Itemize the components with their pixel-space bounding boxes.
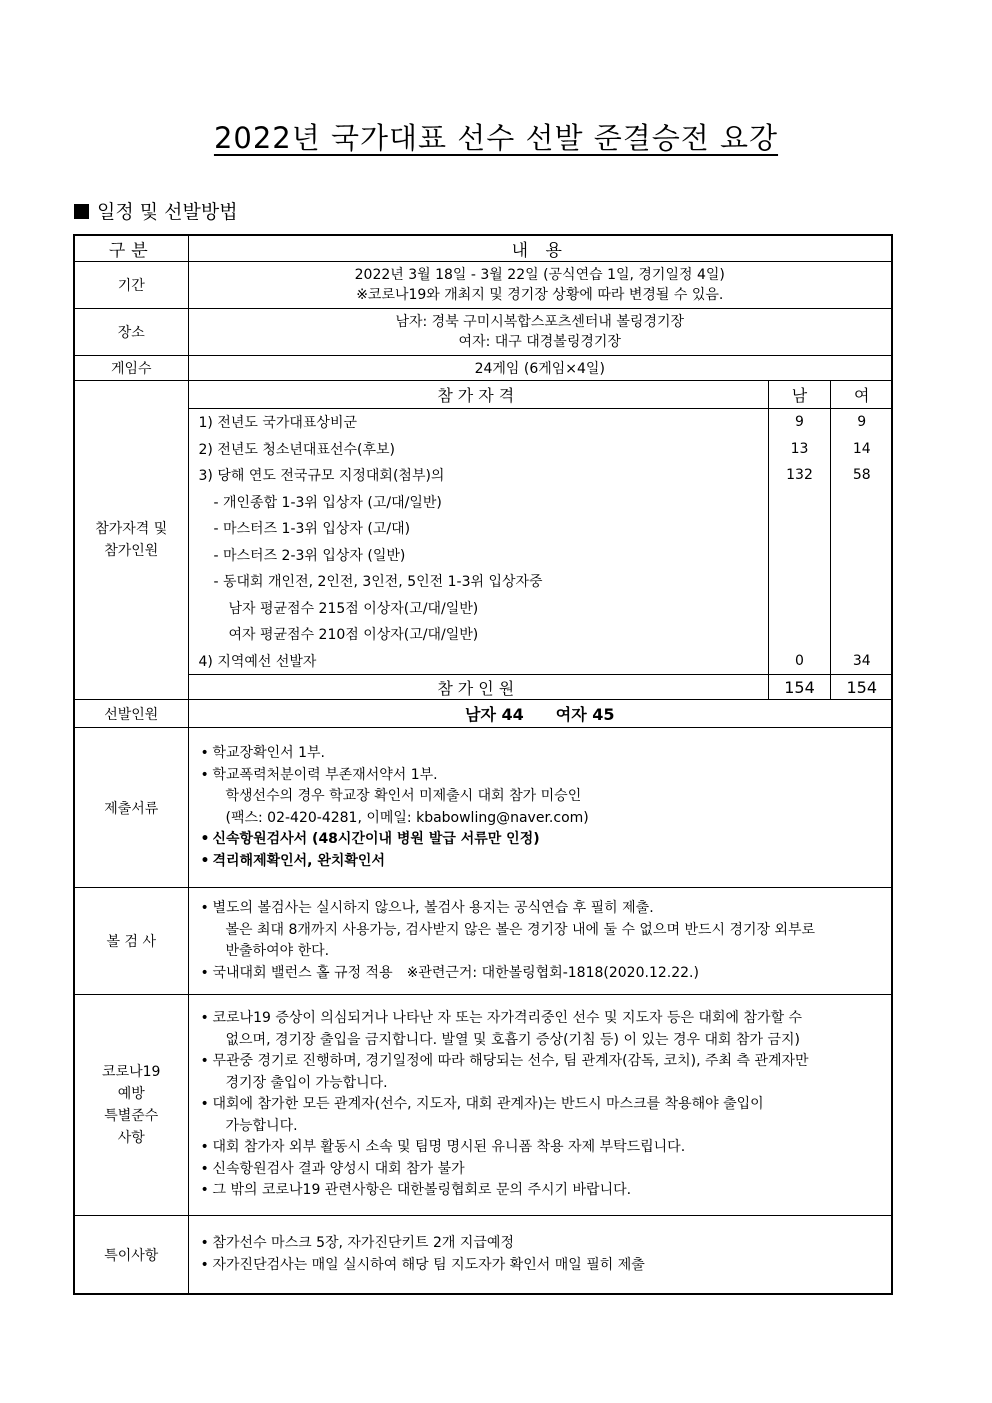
- list-item: • 신속항원검사서 (48시간이내 병원 발급 서류만 인정): [201, 829, 892, 851]
- eligibility-row: [74, 381, 892, 700]
- eligibility-content: [188, 381, 892, 700]
- list-item: • 참가선수 마스크 5장, 자가진단키트 2개 지급예정: [201, 1233, 892, 1255]
- notes-list: [189, 1233, 892, 1276]
- eligibility-total-row: [189, 675, 893, 700]
- table-row: 남자 평균점수 215점 이상자(고/대/일반): [189, 595, 893, 622]
- covid-row: [74, 995, 892, 1216]
- ball-check-label: 볼 검 사: [74, 888, 188, 995]
- schedule-table: [73, 234, 893, 1295]
- eligibility-label: 참가자격 및 참가인원: [74, 381, 188, 700]
- table-row: 2) 전년도 청소년대표선수(후보) 13 14: [189, 436, 893, 463]
- games-value: 24게임 (6게임×4일): [188, 356, 892, 381]
- black-square-icon: [74, 204, 89, 219]
- documents-row: [74, 728, 892, 888]
- list-item: (팩스: 02-420-4281, 이메일: kbabowling@naver.com): [225, 809, 589, 826]
- notes-content: [188, 1216, 892, 1295]
- venue-content: [188, 309, 892, 356]
- list-item: • 격리해제확인서, 완치확인서: [201, 851, 892, 873]
- selection-label: 선발인원: [74, 700, 188, 728]
- covid-label: 코로나19 예방 특별준수 사항: [74, 995, 188, 1216]
- venue-row: [74, 309, 892, 356]
- list-item: • 무관중 경기로 진행하며, 경기일정에 따라 해당되는 선수, 팀 관계자(감독, 코치), 주최 측 관계자만: [201, 1051, 892, 1073]
- list-item: • 대회에 참가한 모든 관계자(선수, 지도자, 대회 관계자)는 반드시 마스크를 착용해야 출입이: [201, 1094, 892, 1116]
- header-category: 구분: [74, 235, 188, 262]
- list-item: • 별도의 볼검사는 실시하지 않으나, 볼검사 용지는 공식연습 후 필히 제출.: [201, 898, 892, 920]
- table-row: 4) 지역예선 선발자 0 34: [189, 648, 893, 675]
- notes-label: 특이사항: [74, 1216, 188, 1295]
- total-label: 참가인원: [189, 675, 769, 700]
- list-item: • 국내대회 밸런스 홀 규정 적용 ※관련근거: 대한볼링협회-1818(2020.12.22.): [201, 963, 892, 985]
- venue-female: 여자: 대구 대경볼링경기장: [458, 334, 621, 350]
- list-item: • 신속항원검사 결과 양성시 대회 참가 불가: [201, 1159, 892, 1181]
- documents-list: [189, 743, 892, 872]
- list-item: 없으며, 경기장 출입을 금지합니다. 발열 및 호흡기 증상(기침 등) 이 있는 경우 대회 참가 금지): [225, 1031, 800, 1048]
- eligibility-header: [189, 381, 893, 409]
- table-row: - 개인종합 1-3위 입상자 (고/대/일반): [189, 489, 893, 516]
- period-row: [74, 262, 892, 309]
- period-content: [188, 262, 892, 309]
- list-item: • 학교폭력처분이력 부존재서약서 1부.: [201, 765, 892, 787]
- period-dates: 2022년 3월 18일 - 3월 22일 (공식연습 1일, 경기일정 4일): [354, 267, 725, 283]
- page-title: 2022년 국가대표 선수 선발 준결승전 요강: [213, 121, 779, 155]
- female-header: 여: [831, 381, 893, 409]
- ball-check-row: [74, 888, 892, 995]
- ball-check-content: [188, 888, 892, 995]
- venue-label: 장소: [74, 309, 188, 356]
- period-note: ※코로나19와 개최지 및 경기장 상황에 따라 변경될 수 있음.: [356, 287, 724, 303]
- total-female: 154: [831, 675, 893, 700]
- total-male: 154: [769, 675, 831, 700]
- selection-row: [74, 700, 892, 728]
- list-item: • 자가진단검사는 매일 실시하여 해당 팀 지도자가 확인서 매일 필히 제출: [201, 1255, 892, 1277]
- ball-check-list: [189, 898, 892, 984]
- table-row: 1) 전년도 국가대표상비군 9 9: [189, 409, 893, 436]
- male-header: 남: [769, 381, 831, 409]
- period-label: 기간: [74, 262, 188, 309]
- list-item: • 코로나19 증상이 의심되거나 나타난 자 또는 자가격리중인 선수 및 지도자 등은 대회에 참가할 수: [201, 1008, 892, 1030]
- eligibility-title: 참가자격: [189, 381, 769, 409]
- notes-row: [74, 1216, 892, 1295]
- games-row: [74, 356, 892, 381]
- documents-content: [188, 728, 892, 888]
- list-item: 반출하여야 한다.: [225, 943, 330, 959]
- list-item: • 학교장확인서 1부.: [201, 743, 892, 765]
- covid-list: [189, 1008, 892, 1202]
- header-content: 내 용: [188, 235, 892, 262]
- table-row: 여자 평균점수 210점 이상자(고/대/일반): [189, 621, 893, 648]
- table-row: - 마스터즈 1-3위 입상자 (고/대): [189, 515, 893, 542]
- eligibility-table: [189, 381, 893, 699]
- list-item: • 대회 참가자 외부 활동시 소속 및 팀명 명시된 유니폼 착용 자제 부탁드립니다.: [201, 1137, 892, 1159]
- list-item: 학생선수의 경우 학교장 확인서 미제출시 대회 참가 미승인: [225, 788, 582, 804]
- section-heading: 일정 및 선발방법: [74, 197, 238, 224]
- table-row: - 동대회 개인전, 2인전, 3인전, 5인전 1-3위 입상자중: [189, 568, 893, 595]
- games-label: 게임수: [74, 356, 188, 381]
- documents-label: 제출서류: [74, 728, 188, 888]
- table-header-row: [74, 235, 892, 262]
- list-item: 볼은 최대 8개까지 사용가능, 검사받지 않은 볼은 경기장 내에 둘 수 없으며 반드시 경기장 외부로: [225, 921, 816, 938]
- table-row: - 마스터즈 2-3위 입상자 (일반): [189, 542, 893, 569]
- list-item: 가능합니다.: [225, 1117, 298, 1134]
- list-item: 경기장 출입이 가능합니다.: [225, 1074, 388, 1091]
- venue-male: 남자: 경북 구미시복합스포츠센터내 볼링경기장: [395, 314, 685, 330]
- covid-content: [188, 995, 892, 1216]
- list-item: • 그 밖의 코로나19 관련사항은 대한볼링협회로 문의 주시기 바랍니다.: [201, 1180, 892, 1202]
- selection-value: 남자 44 여자 45: [188, 700, 892, 728]
- table-row: 3) 당해 연도 전국규모 지정대회(첨부)의 132 58: [189, 462, 893, 489]
